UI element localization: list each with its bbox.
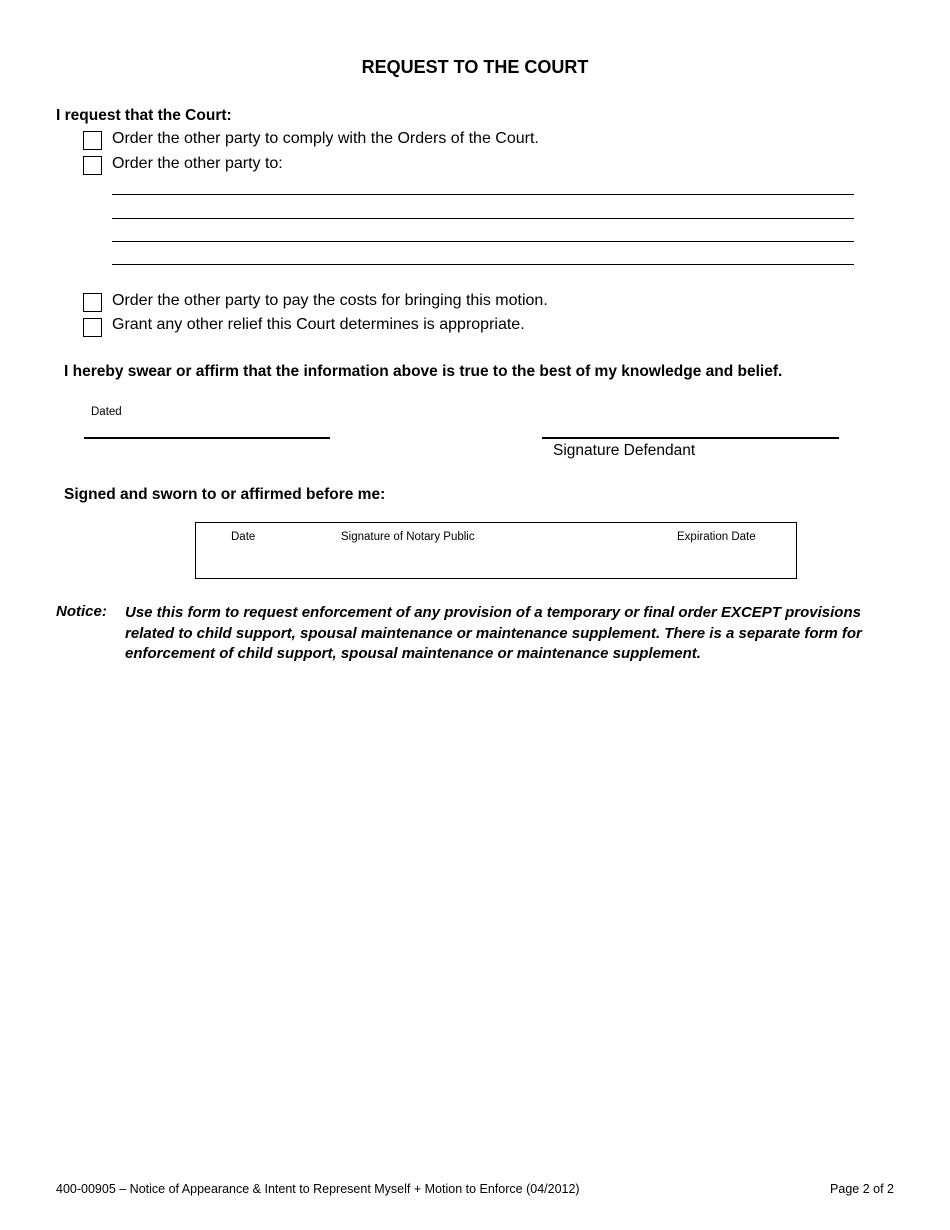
defendant-signature-line[interactable]	[542, 437, 839, 439]
dated-label: Dated	[91, 406, 122, 418]
pay-costs-checkbox[interactable]	[83, 293, 102, 312]
other-relief-option-label: Grant any other relief this Court determines is appropriate.	[112, 316, 525, 333]
dated-line[interactable]	[84, 437, 330, 439]
comply-option-label: Order the other party to comply with the Orders of the Court.	[112, 130, 539, 147]
sworn-heading: Signed and sworn to or affirmed before me:	[64, 486, 386, 503]
footer-page-number: Page 2 of 2	[830, 1182, 894, 1196]
signature-defendant-label: Signature Defendant	[553, 442, 696, 459]
notary-expiration-label: Expiration Date	[677, 531, 756, 543]
notary-date-label: Date	[231, 531, 256, 543]
order-details-line-2[interactable]	[112, 218, 854, 219]
notice-text: Use this form to request enforcement of any provision of a temporary or final order EXCEPT provisions related to child support, spousal maintenance or maintenance supplement. There is a separate form for enforcement of child support, spousal maintenance or maintenance supplement.	[125, 604, 862, 662]
footer-form-id: 400-00905 – Notice of Appearance & Intent to Represent Myself + Motion to Enforce (04/2012)	[56, 1182, 580, 1196]
order-details-line-1[interactable]	[112, 194, 854, 195]
order-details-line-3[interactable]	[112, 241, 854, 242]
request-heading: I request that the Court:	[56, 107, 232, 124]
order-to-option-label: Order the other party to:	[112, 155, 283, 172]
order-details-line-4[interactable]	[112, 264, 854, 265]
order-to-checkbox[interactable]	[83, 156, 102, 175]
notice-label: Notice:	[56, 603, 107, 620]
comply-checkbox[interactable]	[83, 131, 102, 150]
page-title: REQUEST TO THE COURT	[361, 57, 589, 77]
notary-signature-label: Signature of Notary Public	[341, 531, 475, 543]
pay-costs-option-label: Order the other party to pay the costs for bringing this motion.	[112, 292, 548, 309]
affirmation-statement: I hereby swear or affirm that the information above is true to the best of my knowledge and belief.	[64, 363, 783, 380]
other-relief-checkbox[interactable]	[83, 318, 102, 337]
